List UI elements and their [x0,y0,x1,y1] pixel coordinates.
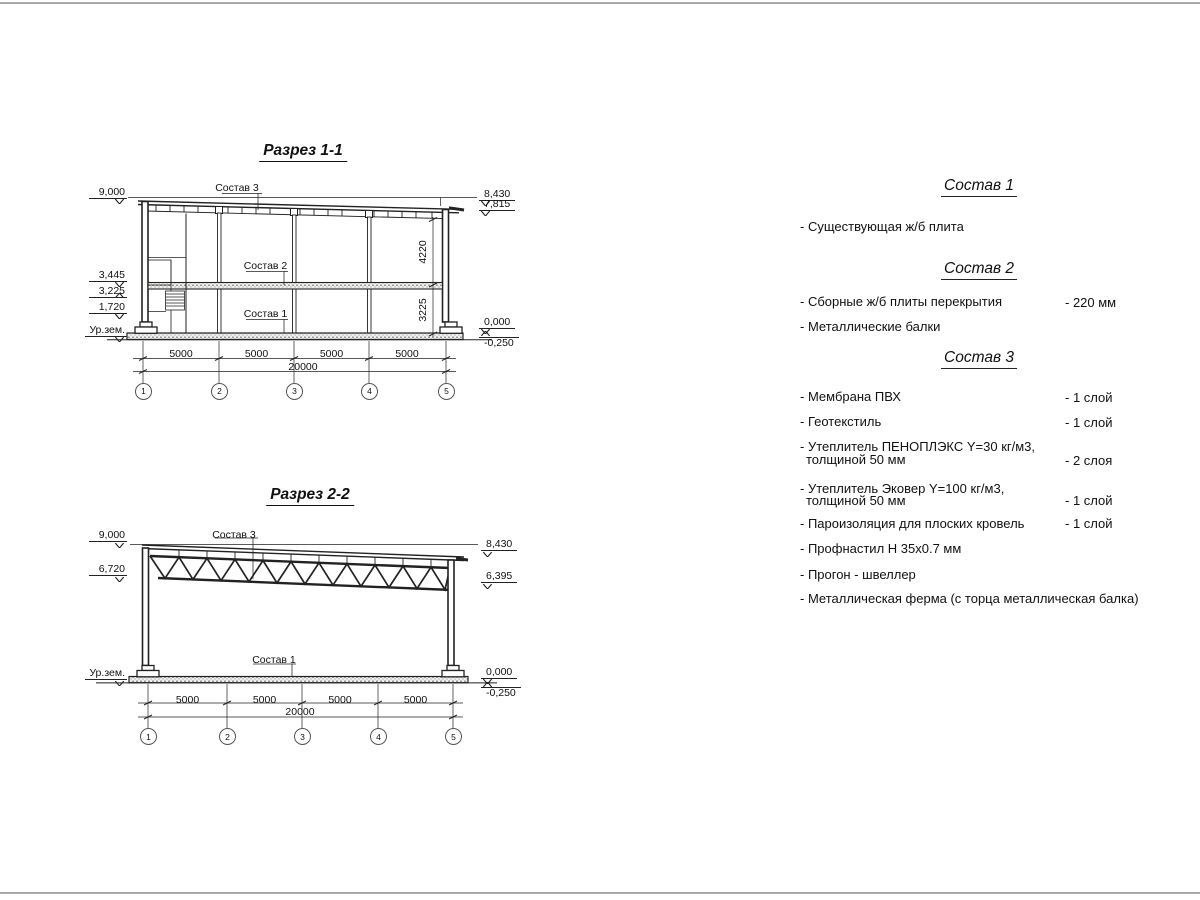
elevation-value: 8,430 [479,189,515,201]
elevation-value: 9,000 [89,530,127,542]
footings [135,322,462,333]
elevation-value: -0,250 [479,337,519,349]
elevation-mark-3225 [89,286,127,298]
section-2-2-title: Разрез 2-2 [266,486,354,506]
elevation-value: -0,250 [481,687,521,699]
floor-slab [148,283,443,290]
elevation-value: 0,000 [481,667,517,679]
grid-axis-number: 1 [141,386,146,396]
composition-item-qty: - 220 мм [1065,295,1117,310]
grid-axis-number: 2 [225,731,230,742]
grid-axis-bubble-2 [219,728,236,745]
ground-slab [127,333,463,340]
grid-axis-bubble-1 [140,728,157,745]
composition-item: - Сборные ж/б плиты перекрытия [800,294,1003,309]
composition-item: - Пароизоляция для плоских кровель [800,516,1025,531]
elevation-mark-6720 [89,564,127,576]
grid-axis-number: 1 [146,731,151,742]
composition-2-heading: Состав 2 [941,260,1017,280]
bay-dimension: 5000 [175,693,200,706]
composition-item: - Металлические балки [800,319,941,334]
elevation-tick-icon [115,681,124,686]
elevation-mark-6395 [481,571,517,583]
composition-item: - Утеплитель ПЕНОПЛЭКС Y=30 кг/м3, [800,439,1036,454]
grid-axis-number: 4 [376,731,381,742]
composition-item: - Утеплитель Эковер Y=100 кг/м3, [800,480,1005,496]
bay-dimension: 5000 [244,347,269,360]
elevation-tick-icon [115,337,124,342]
grid-axis-number: 3 [300,731,305,742]
column-axis-1 [142,202,148,323]
composition-item-line2: толщиной 50 мм [806,492,906,508]
section-1-1-title: Разрез 1-1 [259,142,347,162]
elevation-mark-3445 [89,270,127,282]
composition-item-qty: - 1 слой [1065,493,1113,508]
elevation-tick-icon [115,314,124,319]
elevation-tick-icon [483,552,492,557]
composition-item: - Геотекстиль [800,414,882,429]
leader-label-sostav3: Состав 3 [215,181,259,194]
vertical-dimension-4220: 4220 [417,240,429,264]
vertical-dimension [429,217,437,337]
column-axis-2 [218,213,222,333]
elevation-tick-icon [483,682,492,687]
composition-item: - Профнастил Н 35х0.7 мм [800,541,962,556]
elevation-mark-minus-0250 [479,337,519,349]
grid-axis-bubble-5 [445,728,462,745]
footings [137,666,464,677]
bay-dimension: 5000 [169,347,193,360]
composition-item-qty: - 1 слой [1065,390,1113,405]
grid-axis-number: 3 [292,386,297,396]
composition-item: - Металлическая ферма (с торца металлическая балка) [800,591,1139,606]
leader-label-sostav1: Состав 1 [252,654,296,666]
elevation-mark-9000 [89,530,127,542]
column-axis-5 [448,560,454,666]
section-2-2-structure [96,538,497,729]
elevation-value: 0,000 [479,317,515,329]
bay-dimension: 5000 [395,347,419,360]
elevation-value: 3,225 [89,286,127,298]
grid-axis-bubble-4 [370,728,387,745]
grid-axis-bubble-1 [135,383,152,400]
section-1-1-structure [107,194,492,384]
composition-item: - Мембрана ПВХ [800,389,901,404]
elevation-mark-8430 [481,539,517,551]
elevation-value: 1,720 [89,302,127,314]
elevation-mark-1720 [89,302,127,314]
grid-axis-number: 5 [444,386,449,396]
composition-item-qty: - 2 слоя [1065,452,1113,468]
composition-item-qty: - 1 слой [1065,516,1113,531]
composition-item: - Прогон - швеллер [800,567,916,582]
total-dimension: 20000 [285,706,315,718]
grid-axis-bubble-2 [211,383,228,400]
vertical-dimension-3225: 3225 [417,298,429,322]
elevation-mark-ground-level [85,325,127,337]
leader-label-sostav2: Состав 2 [243,259,288,272]
elevation-value: 3,445 [89,270,127,282]
grid-axis-bubble-3 [294,728,311,745]
composition-item-line2: толщиной 50 мм [806,451,906,467]
elevation-value: Ур.зем. [85,668,127,680]
elevation-tick-icon [115,199,124,204]
elevation-value: 6,395 [481,571,517,583]
grid-axis-number: 5 [451,731,456,742]
ground-slab [129,677,468,683]
elevation-tick-icon [481,331,490,336]
grid-axis-bubble-3 [286,383,303,400]
elevation-value: 9,000 [89,187,127,199]
elevation-tick-icon [115,577,124,582]
elevation-mark-ground-level [85,668,127,680]
elevation-tick-icon [115,293,124,298]
elevation-tick-icon [481,211,490,216]
column-axis-3 [293,215,297,333]
bay-dimension: 5000 [252,693,277,706]
column-axis-1 [143,548,149,666]
elevation-mark-minus-0250 [481,687,521,699]
grid-axis-bubble-4 [361,383,378,400]
elevation-mark-7815 [479,199,515,211]
composition-item: - Существующая ж/б плита [800,219,964,234]
composition-3-heading: Состав 3 [941,349,1017,369]
elevation-tick-icon [483,584,492,589]
elevation-value: 6,720 [89,564,127,576]
column-axis-4 [368,217,372,333]
roof-truss [150,556,452,590]
composition-item-qty: - 1 слой [1065,415,1113,430]
elevation-value: 7,815 [479,199,515,211]
elevation-mark-0000 [481,667,517,679]
grid-axis-number: 4 [367,386,372,396]
composition-1-heading: Состав 1 [941,177,1017,197]
column-axis-5 [443,210,449,323]
bay-dimension: 5000 [403,693,428,706]
elevation-tick-icon [115,543,124,548]
elevation-value: Ур.зем. [85,325,127,337]
elevation-value: 8,430 [481,539,517,551]
leader-label-sostav1: Состав 1 [243,308,288,320]
bay-dimension: 5000 [328,693,352,706]
staircase [148,214,186,334]
bay-dimension: 5000 [319,347,344,360]
leader-label-sostav3: Состав 3 [212,528,256,541]
grid-axis-bubble-5 [438,383,455,400]
elevation-mark-0000 [479,317,515,329]
total-dimension: 20000 [288,360,318,373]
elevation-mark-9000 [89,187,127,199]
grid-axis-number: 2 [217,386,222,396]
